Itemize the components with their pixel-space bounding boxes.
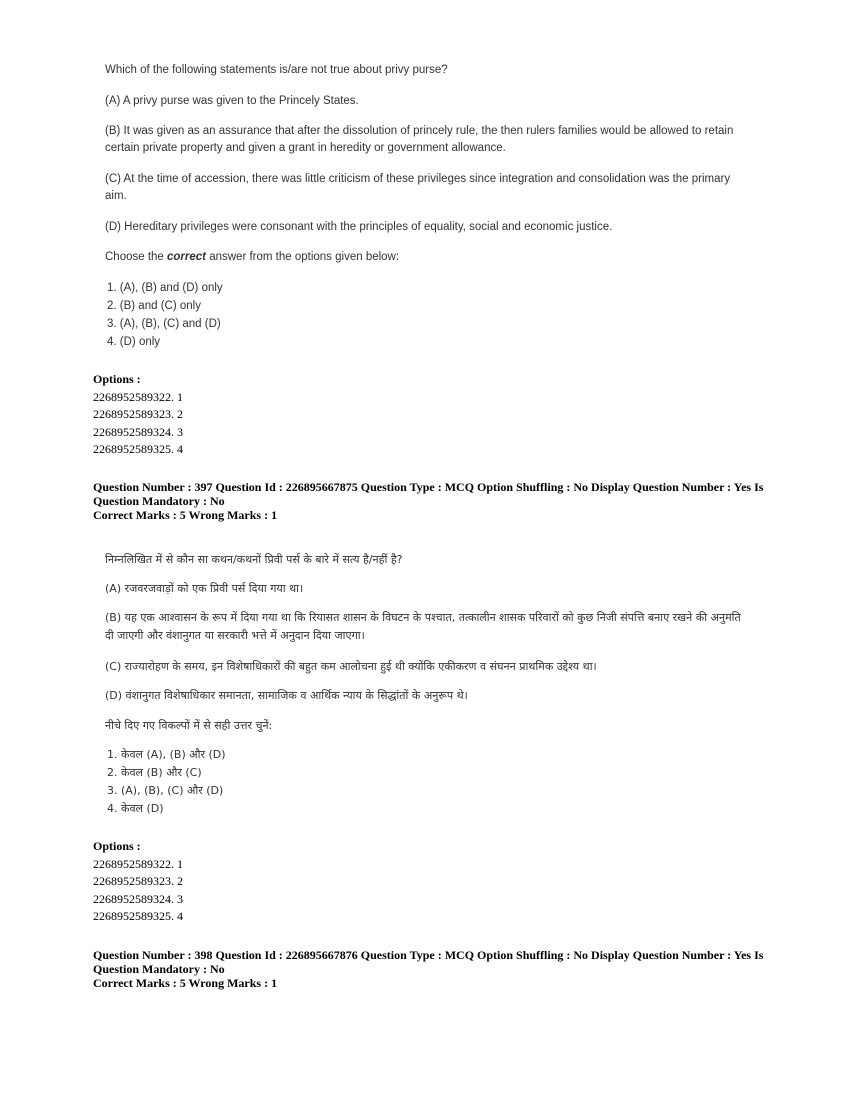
statement-text: (D) वंशानुगत विशेषाधिकार समानता, सामाजिक व आर्थिक न्याय के सिद्धांतों के अनुरूप थे। xyxy=(105,689,468,702)
choice-item: 2. केवल (B) और (C) xyxy=(107,766,202,779)
q396-choices xyxy=(107,279,223,351)
q396-statement-d xyxy=(105,219,745,236)
choice-item: 4. केवल (D) xyxy=(107,802,164,815)
instruction-prefix: Choose the xyxy=(105,251,168,263)
q396-choose-instruction xyxy=(105,249,745,266)
meta-line: Question Number : 398 Question Id : 226895667876 Question Type : MCQ Option Shuffling : No Display Question Number : Yes Is xyxy=(93,948,764,962)
q397-choose-instruction xyxy=(105,717,745,734)
statement-text: (A) रजवरजवाड़ों को एक प्रिवी पर्स दिया गया था। xyxy=(105,582,304,595)
instruction-suffix: answer from the options given below: xyxy=(206,251,400,263)
option-row: 2268952589324. 3 xyxy=(93,424,183,439)
option-row: 2268952589322. 1 xyxy=(93,389,183,404)
meta-line: Correct Marks : 5 Wrong Marks : 1 xyxy=(93,976,278,990)
instruction-text xyxy=(105,249,745,266)
instruction-emphasis: correct xyxy=(167,251,207,263)
statement-text: (A) A privy purse was given to the Princely States. xyxy=(105,95,359,107)
q397-statement-a xyxy=(105,580,745,597)
question-text: Which of the following statements is/are not true about privy purse? xyxy=(105,64,448,76)
statement-text: (C) राज्यारोहण के समय, इन विशेषाधिकारों की बहुत कम आलोचना हुई थी क्योंकि एकीकरण व संघनन प्राथमिक उद्देश्य था। xyxy=(105,660,597,673)
q397-statement-c xyxy=(105,658,745,675)
meta-line: Correct Marks : 5 Wrong Marks : 1 xyxy=(93,508,278,522)
q396-statement-c xyxy=(105,171,745,205)
statement-text: (B) It was given as an assurance that after the dissolution of princely rule, the then rulers families would be allowed to retain certain private property and given a grant in heredity or government allowance. xyxy=(105,125,734,154)
q397-options xyxy=(93,838,183,926)
q397-meta xyxy=(93,480,793,522)
option-row: 2268952589322. 1 xyxy=(93,856,183,871)
q397-statement-b xyxy=(105,609,745,645)
option-row: 2268952589325. 4 xyxy=(93,909,183,923)
choice-item: 4. (D) only xyxy=(107,336,161,348)
choice-item: 2. (B) and (C) only xyxy=(107,300,201,312)
choice-item: 3. (A), (B), (C) and (D) xyxy=(107,318,221,330)
q397-question xyxy=(105,551,745,568)
statement-text: (D) Hereditary privileges were consonant with the principles of equality, social and economic justice. xyxy=(105,221,613,233)
statement-text: (C) At the time of accession, there was little criticism of these privileges since integration and consolidation was the primary aim. xyxy=(105,173,731,202)
meta-line: Question Mandatory : No xyxy=(93,494,225,508)
q396-options xyxy=(93,371,183,459)
q397-statement-d xyxy=(105,687,745,704)
q396-statement-b xyxy=(105,123,745,157)
option-row: 2268952589324. 3 xyxy=(93,891,183,906)
option-row: 2268952589323. 2 xyxy=(93,407,183,421)
instruction-text: नीचे दिए गए विकल्पों में से सही उत्तर चुनें: xyxy=(105,719,273,732)
q396-statement-a xyxy=(105,93,745,110)
question-text: निम्नलिखित में से कौन सा कथन/कथनों प्रिवी पर्स के बारे में सत्य है/नहीं है? xyxy=(105,553,403,566)
q398-meta xyxy=(93,948,793,990)
choice-item: 3. (A), (B), (C) और (D) xyxy=(107,784,224,797)
options-heading: Options : xyxy=(93,839,141,853)
q396-question xyxy=(105,62,745,79)
option-row: 2268952589323. 2 xyxy=(93,874,183,888)
choice-item: 1. केवल (A), (B) और (D) xyxy=(107,748,226,761)
q397-choices xyxy=(107,746,226,818)
meta-line: Question Mandatory : No xyxy=(93,962,225,976)
choice-item: 1. (A), (B) and (D) only xyxy=(107,282,223,294)
options-heading: Options : xyxy=(93,372,141,386)
statement-text: (B) यह एक आश्वासन के रूप में दिया गया था कि रियासत शासन के विघटन के पश्चात, तत्कालीन शासक परिवारों को कुछ निजी संपत्ति बनाए रखने की अनुमति दी जाएगी और वंशानुगत या सरकारी भत्ते में अनुदान दिया जाएगा। xyxy=(105,611,741,642)
option-row: 2268952589325. 4 xyxy=(93,442,183,456)
meta-line: Question Number : 397 Question Id : 226895667875 Question Type : MCQ Option Shuffling : No Display Question Number : Yes Is xyxy=(93,480,764,494)
